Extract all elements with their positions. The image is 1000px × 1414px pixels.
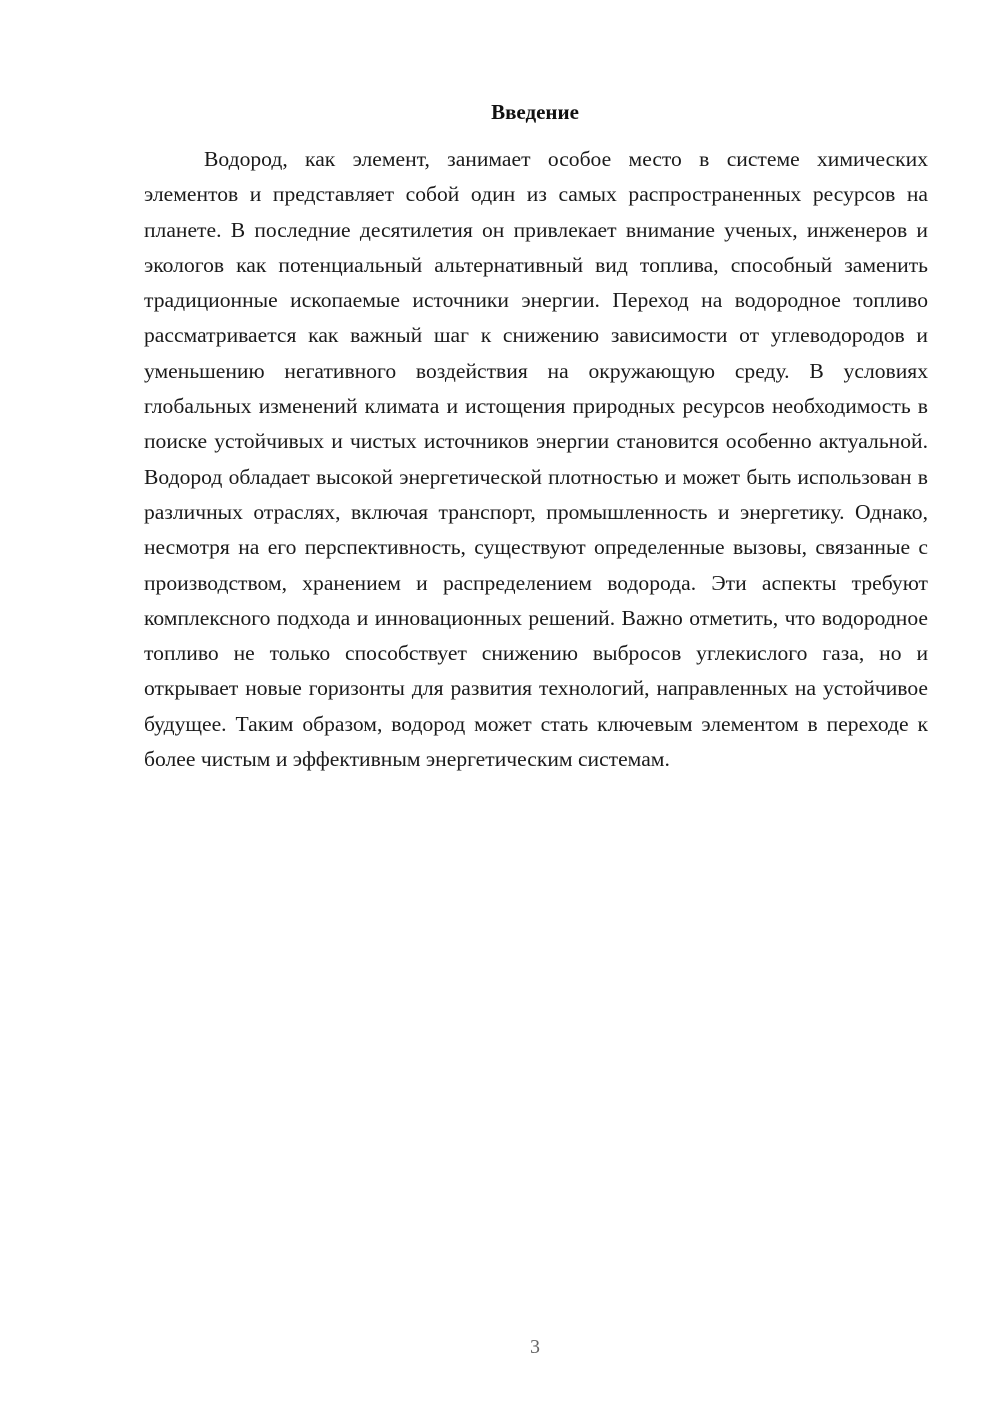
body-paragraph: Водород, как элемент, занимает особое место в системе химических элементов и представляет собой один из самых распространенных ресурсов на планете. В последние десятилетия он привлекает внимание ученых, инженеров и экологов как потенциальный альтернативный вид топлива, способный заменить традиционные ископаемые источники энергии. Переход на водородное топливо рассматривается как важный шаг к снижению зависимости от углеводородов и уменьшению негативного воздействия на окружающую среду. В условиях глобальных изменений климата и истощения природных ресурсов необходимость в поиске устойчивых и чистых источников энергии становится особенно актуальной. Водород обладает высокой энергетической плотностью и может быть использован в различных отраслях, включая транспорт, промышленность и энергетику. Однако, несмотря на его перспективность, существуют определенные вызовы, связанные с производством, хранением и распределением водорода. Эти аспекты требуют комплексного подхода и инновационных решений. Важно отметить, что водородное топливо не только способствует снижению выбросов углекислого газа, но и открывает новые горизонты для развития технологий, направленных на устойчивое будущее. Таким образом, водород может стать ключевым элементом в переходе к более чистым и эффективным энергетическим системам.	[144, 147, 928, 772]
page-number: 3	[530, 1336, 540, 1358]
section-heading: Введение	[491, 100, 579, 124]
